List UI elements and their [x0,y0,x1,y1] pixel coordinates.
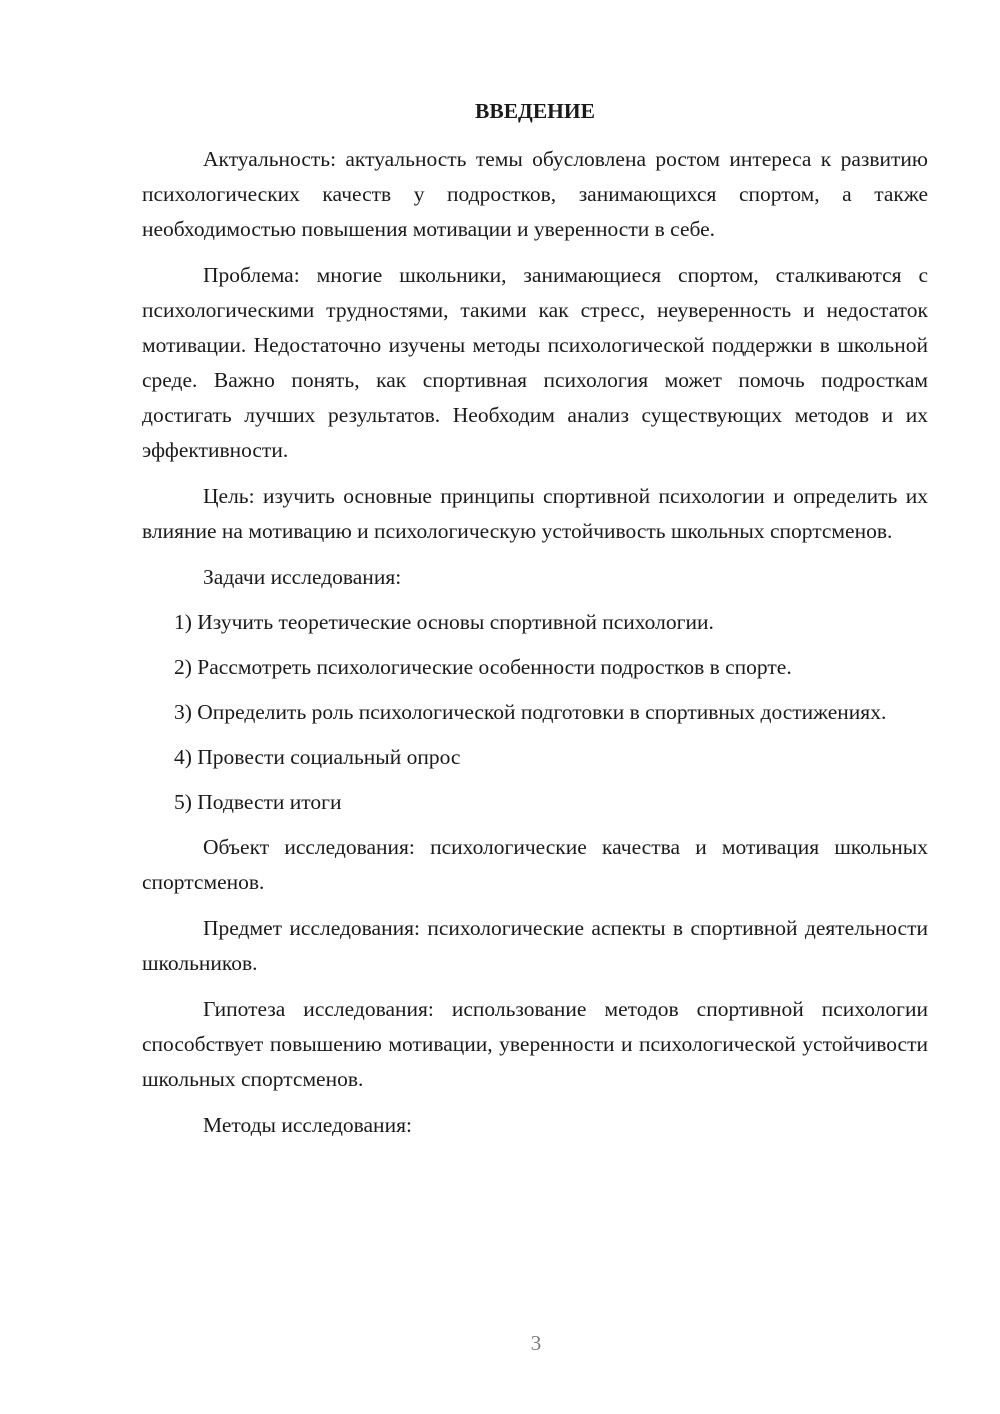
task-item: 5) Подвести итоги [174,790,342,814]
subject-paragraph: Предмет исследования: психологические аспекты в спортивной деятельности школьников. [142,916,928,975]
object-paragraph: Объект исследования: психологические качества и мотивация школьных спортсменов. [142,835,928,894]
task-item: 4) Провести социальный опрос [174,745,461,769]
document-page [142,94,928,1154]
goal-paragraph: Цель: изучить основные принципы спортивной психологии и определить их влияние на мотивацию и психологическую устойчивость школьных спортсменов. [142,484,928,543]
methods-heading: Методы исследования: [203,1113,412,1137]
hypothesis-paragraph: Гипотеза исследования: использование методов спортивной психологии способствует повышению мотивации, уверенности и психологической устойчивости школьных спортсменов. [142,997,928,1091]
section-title: ВВЕДЕНИЕ [475,99,595,123]
relevance-paragraph: Актуальность: актуальность темы обусловлена ростом интереса к развитию психологических качеств у подростков, занимающихся спортом, а также необходимостью повышения мотивации и уверенности в себе. [142,147,928,241]
task-item: 2) Рассмотреть психологические особенности подростков в спорте. [174,655,792,679]
task-item: 1) Изучить теоретические основы спортивной психологии. [174,610,714,634]
problem-paragraph: Проблема: многие школьники, занимающиеся спортом, сталкиваются с психологическими трудностями, такими как стресс, неуверенность и недостаток мотивации. Недостаточно изучены методы психологической поддержки в школьной среде. Важно понять, как спортивная психология может помочь подросткам достигать лучших результатов. Необходим анализ существующих методов и их эффективности. [142,263,928,462]
task-item: 3) Определить роль психологической подготовки в спортивных достижениях. [174,700,887,724]
page-number: 3 [530,1331,542,1355]
tasks-heading: Задачи исследования: [203,565,402,589]
